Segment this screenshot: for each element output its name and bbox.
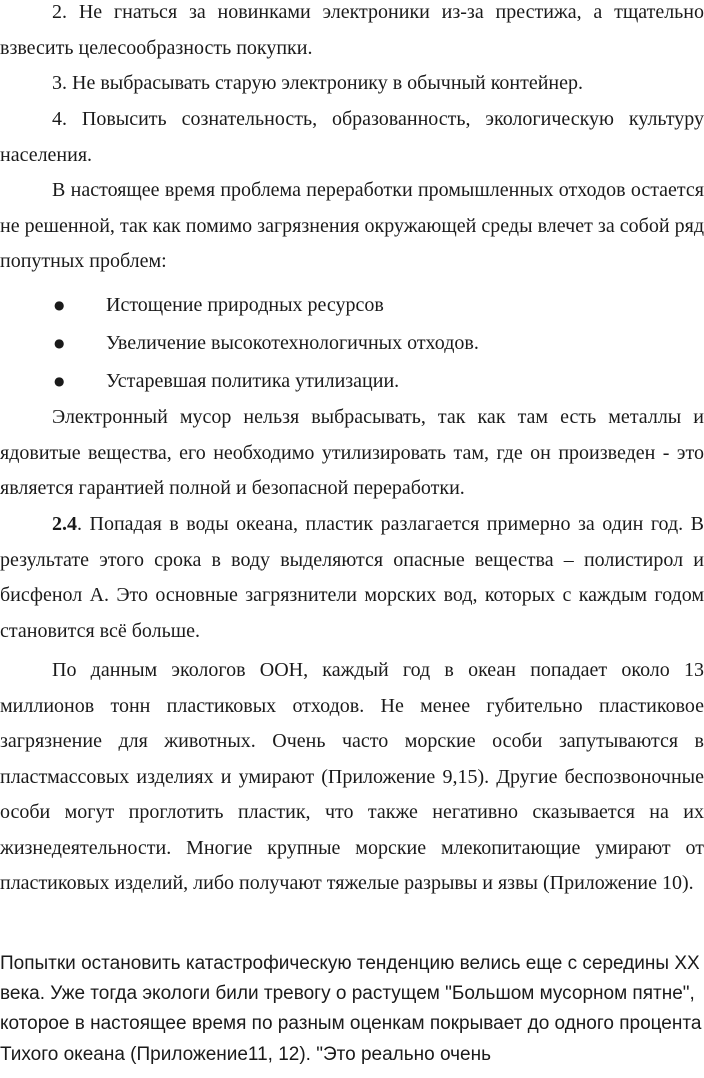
list-item-text: Повысить сознательность, образованность, экологическую культуру населения.	[0, 108, 704, 166]
bullet-dot-icon: ●	[54, 336, 65, 350]
bullet-text: Истощение природных ресурсов	[106, 294, 384, 316]
paragraph-electronic-waste: Электронный мусор нельзя выбрасывать, так как там есть металлы и ядовитые вещества, его необходимо утилизировать там, где он произведен - это является гарантией полной и безопасной переработки.	[0, 406, 704, 499]
list-item-4	[0, 102, 704, 173]
list-item-number: 2.	[52, 1, 67, 23]
bullet-dot-icon: ●	[54, 374, 65, 388]
bullet-item	[0, 325, 704, 361]
paragraph-un-data: По данным экологов ООН, каждый год в океан попадает около 13 миллионов тонн пластиковых отходов. Не менее губительно пластиковое загрязнение для животных. Очень часто морские особи запутываются в пластмассовых изделиях и умирают (Приложение 9,15). Другие беспозвоночные особи могут проглотить пластик, что также негативно сказывается на их жизнедеятельности. Многие крупные морские млекопитающие умирают от пластиковых изделий, либо получают тяжелые разрывы и язвы (Приложение 10).	[0, 659, 704, 894]
list-item-text: Не выбрасывать старую электронику в обычный контейнер.	[72, 72, 584, 94]
bullet-item	[0, 287, 704, 323]
paragraph-last: Попытки остановить катастрофическую тенденцию велись еще с середины XX века. Уже тогда экологи били тревогу о растущем "Большом мусорном пятне", которое в настоящее время по разным оценкам покрывает до одного процента Тихого океана (Приложение11, 12). "Это реально очень	[0, 953, 702, 1065]
bullet-item	[0, 363, 704, 399]
bullet-dot-icon: ●	[54, 298, 65, 312]
bullet-text: Устаревшая политика утилизации.	[106, 370, 400, 392]
list-item-number: 3.	[52, 72, 67, 94]
bullet-text: Увеличение высокотехнологичных отходов.	[106, 332, 479, 354]
section-number: 2.4	[52, 513, 77, 535]
list-item-number: 4.	[52, 108, 67, 130]
list-item-3	[0, 66, 704, 102]
list-item-2	[0, 0, 704, 66]
list-item-text: Не гнаться за новинками электроники из-за престижа, а тщательно взвесить целесообразность покупки.	[0, 1, 704, 59]
section-text: . Попадая в воды океана, пластик разлагается примерно за один год. В результате этого срока в воду выделяются опасные вещества – полистирол и бисфенол А. Это основные загрязнители морских вод, которых с каждым годом становится всё больше.	[0, 513, 704, 642]
paragraph-problem: В настоящее время проблема переработки промышленных отходов остается не решенной, так как помимо загрязнения окружающей среды влечет за собой ряд попутных проблем:	[0, 179, 704, 272]
section-2-4	[0, 507, 704, 649]
